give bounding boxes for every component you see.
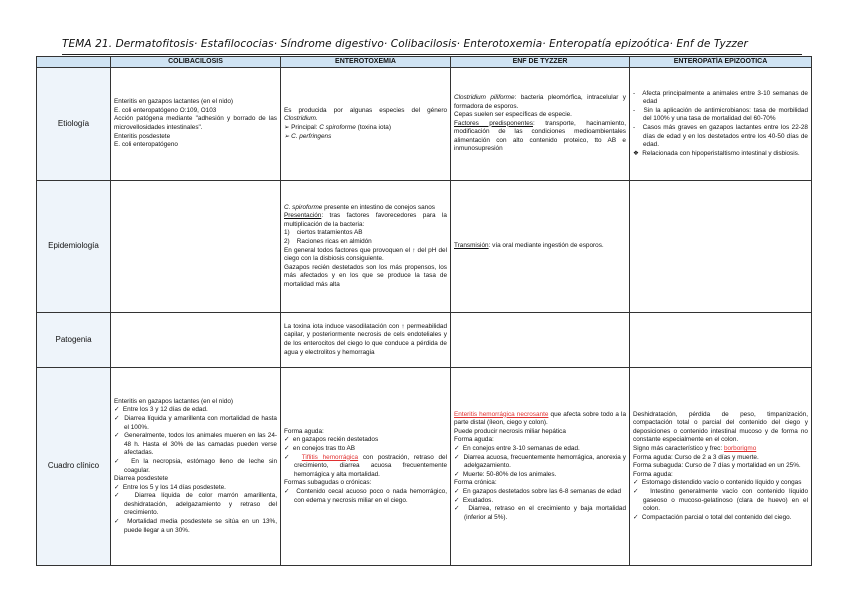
section-header: Forma aguda:	[454, 436, 494, 444]
col-header-enterotoxemia: ENTEROTOXEMIA	[281, 57, 451, 68]
bullet-item: ➢ C. perfringens	[284, 133, 447, 142]
cell-etiologia-colibacilosis	[111, 68, 281, 181]
text-line: Deshidratación, pérdida de peso, timpanización, compactación total o parcial del contenido del ciego y deposiciones o contenido intestinal mucoso y de forma no constante especialmente en el colon.	[633, 410, 808, 444]
species-name: C spiroforme	[319, 124, 356, 131]
check-item: ✓ Entre los 5 y los 14 días posdestete.	[114, 484, 277, 493]
cell-etiologia-enterotoxemia	[281, 68, 451, 181]
row-patogenia	[37, 313, 812, 368]
cell-cuadro-tyzzer	[451, 368, 630, 566]
list-item: 1) ciertos tratamientos AB	[284, 229, 363, 237]
cell-etiologia-epizootica	[630, 68, 812, 181]
text-line	[284, 107, 447, 124]
text-fragment: con postración, retraso del crecimiento, diarrea acuosa frecuentemente hemorrágica y alta mortalidad.	[294, 453, 447, 478]
row-etiologia	[37, 68, 812, 181]
row-label-cuadro-clinico: Cuadro clínico	[37, 368, 111, 566]
comparison-table	[36, 56, 812, 566]
check-item: ✓ En conejos entre 3-10 semanas de edad.	[454, 445, 626, 454]
cell-epidemiologia-enterotoxemia	[281, 181, 451, 313]
page-title: TEMA 21. Dermatofitosis· Estafilococias· Síndrome digestivo· Colibacilosis· Enterotoxemia· Enteropatía epizoótica· Enf de Tyzzer	[62, 38, 802, 55]
underlined-label: Presentación	[284, 212, 322, 220]
check-item: ✓ Muerte: 50-80% de los animales.	[454, 471, 626, 480]
text-line	[454, 120, 626, 154]
text-line: En general todos factores que provoquen el ↑ del pH del ciego con la disbiosis consiguiente.	[284, 246, 447, 263]
text-fragment: : transporte, hacinamiento, modificación de las condiciones medioambientales alimentación con alto contenido proteico, tto AB e inmunosupresión	[454, 119, 626, 153]
text-line: Enteritis posdestete	[114, 132, 171, 140]
underlined-label: Factores predisponentes	[454, 119, 533, 127]
check-item: ✓ Mortalidad media posdestete se sitúa en un 13%, puede llegar a un 30%.	[114, 518, 277, 535]
check-item: ✓ Diarrea acuosa, frecuentemente hemorrágica, anorexia y adelgazamiento.	[454, 454, 626, 471]
row-label-patogenia: Patogenia	[37, 313, 111, 368]
check-item: ✓ Contenido cecal acuoso poco o nada hemorrágico, con edema y necrosis miliar en el ciego.	[284, 488, 447, 505]
check-item: ✓ Entre los 3 y 12 días de edad.	[114, 406, 277, 415]
cell-patogenia-epizootica	[630, 313, 812, 368]
cell-epidemiologia-colibacilosis	[111, 181, 281, 313]
check-item: ✓ en gazapos recién destetados	[284, 436, 447, 445]
check-item: ✓ Compactación parcial o total del contenido del ciego.	[633, 514, 808, 523]
text-line: Forma aguda: Curso de 2 a 3 días y muerte.	[633, 453, 759, 461]
col-header-epizootica: ENTEROPATÍA EPIZOOTICA	[630, 57, 812, 68]
section-header: Enteritis en gazapos lactantes (en el nido)	[114, 397, 234, 405]
cell-patogenia-enterotoxemia: La toxina iota induce vasodilatación con ↑ permeabilidad capilar, y posteriormente necrosis de cels endoteliales y de los enterocitos del ciego lo que conduce a pérdida de agua y electrolitos y hemorragia	[281, 313, 451, 368]
section-header: Diarrea posdestete	[114, 475, 168, 483]
genus-name: Clostridium.	[284, 115, 318, 123]
cell-epidemiologia-tyzzer	[451, 181, 630, 313]
check-item: ✓ Diarrea líquida y amarillenta con mortalidad de hasta el 100%.	[114, 415, 277, 432]
check-item: ✓ En gazapos destetados sobre las 6-8 semanas de edad	[454, 488, 626, 497]
section-header: Forma crónica:	[454, 479, 497, 487]
bullet-item: ❖ Relacionada con hipoperistaltismo intestinal y disbiosis.	[633, 150, 808, 159]
text-line: E. coli enteropatógeno	[114, 141, 178, 149]
check-item: ✓ Estomago distendido vacío o contenido líquido y congas	[633, 479, 808, 488]
text-line	[284, 204, 447, 213]
row-label-etiologia: Etiología	[37, 68, 111, 181]
text-line	[454, 94, 626, 111]
highlight-label: borborigmo	[723, 445, 757, 453]
underlined-label: Transmisión	[454, 242, 489, 250]
text-fragment: Es producida por algunas especies del género	[284, 106, 447, 114]
text-line: Gazapos recién destetados son los más propensos, los más afectados y en los que se produce la tasa de mortalidad más alta	[284, 263, 447, 288]
text-fragment: Principal:	[291, 124, 318, 131]
cell-patogenia-colibacilosis	[111, 313, 281, 368]
check-item: ✓ Diarrea líquida de color marrón amarillenta, deshidratación, adelgazamiento y retraso del crecimiento.	[114, 492, 277, 518]
section-header: Forma aguda:	[284, 427, 324, 435]
header-corner	[37, 57, 111, 68]
check-item: ✓ En la necropsia, estómago lleno de leche sin coagular.	[114, 458, 277, 475]
header-row	[37, 57, 812, 68]
cell-cuadro-enterotoxemia	[281, 368, 451, 566]
check-item: ✓ Generalmente, todos los animales mueren en las 24-48 h. Hasta el 30% de las camadas pueden verse afectadas.	[114, 432, 277, 458]
text-line	[284, 212, 447, 229]
highlight-label: Tiflitis hemorrágica	[301, 453, 359, 461]
check-item	[284, 454, 447, 480]
text-fragment: : vía oral mediante ingestión de esporos.	[488, 242, 604, 250]
text-fragment: (toxina iota)	[357, 124, 391, 131]
text-line: Cepas suelen ser específicas de especie.	[454, 111, 572, 119]
text-line: Enteritis en gazapos lactantes (en el nido)	[114, 98, 234, 106]
species-name: Clostridium piliforme	[454, 93, 515, 101]
check-item: ✓ Exudados.	[454, 497, 626, 506]
section-header: Formas subagudas o crónicas:	[284, 479, 372, 487]
check-item: ✓ Intestino generalmente vacío con contenido líquido gaseoso o mucoso-gelatinoso (clara de huevo) en el colon.	[633, 488, 808, 514]
text-line: Acción patógena mediante "adhesión y borrado de las microvellosidades intestinales".	[114, 115, 277, 131]
cell-cuadro-epizootica	[630, 368, 812, 566]
text-fragment: : bacteria pleomórfica, intracelular y formadora de esporos.	[454, 93, 626, 110]
check-item: ✓ en conejos tras tto AB	[284, 445, 447, 454]
row-epidemiologia	[37, 181, 812, 313]
text-fragment: : tras factores favorecedores para la multiplicación de la bacteria:	[284, 212, 447, 228]
species-name: C. spiroforme	[284, 203, 323, 211]
row-cuadro-clinico	[37, 368, 812, 566]
text-line: E. coli enteropatógeno O:109, O103	[114, 106, 217, 114]
row-label-epidemiologia: Epidemiología	[37, 181, 111, 313]
section-header: Forma aguda:	[633, 470, 673, 478]
bullet-item: - Casos más graves en gazapos lactantes entre los 22-28 días de edad y en los destetados entre los 40-50 días de edad.	[633, 124, 808, 150]
bullet-item: - Sin la aplicación de antimicrobianos: tasa de morbilidad del 100% y una tasa de mortalidad del 60-70%	[633, 107, 808, 124]
highlight-label: Enteritis hemorrágica necrosante	[454, 410, 549, 418]
text-line: Puede producir necrosis miliar hepática	[454, 427, 566, 435]
text-line: Forma subaguda: Curso de 7 días y mortalidad en un 25%.	[633, 462, 801, 470]
col-header-tyzzer: ENF DE TYZZER	[451, 57, 630, 68]
text-line	[454, 242, 626, 251]
text-line	[633, 445, 808, 454]
cell-patogenia-tyzzer	[451, 313, 630, 368]
cell-cuadro-colibacilosis	[111, 368, 281, 566]
cell-etiologia-tyzzer	[451, 68, 630, 181]
cell-epidemiologia-epizootica	[630, 181, 812, 313]
check-item: ✓ Diarrea, retraso en el crecimiento y baja mortalidad (inferior al 5%).	[454, 505, 626, 522]
text-fragment: presente en intestino de conejos sanos	[324, 203, 435, 211]
text-fragment: que afecta sobre todo a la parte distal (íleon, ciego y colon).	[454, 410, 626, 427]
col-header-colibacilosis: COLIBACILOSIS	[111, 57, 281, 68]
text-fragment: Signo más característico y frec:	[633, 445, 723, 453]
list-item: 2) Raciones ricas en almidón	[284, 237, 372, 245]
bullet-item: - Afecta principalmente a animales entre 3-10 semanas de edad	[633, 90, 808, 107]
text-line	[454, 411, 626, 428]
bullet-item	[284, 124, 447, 133]
